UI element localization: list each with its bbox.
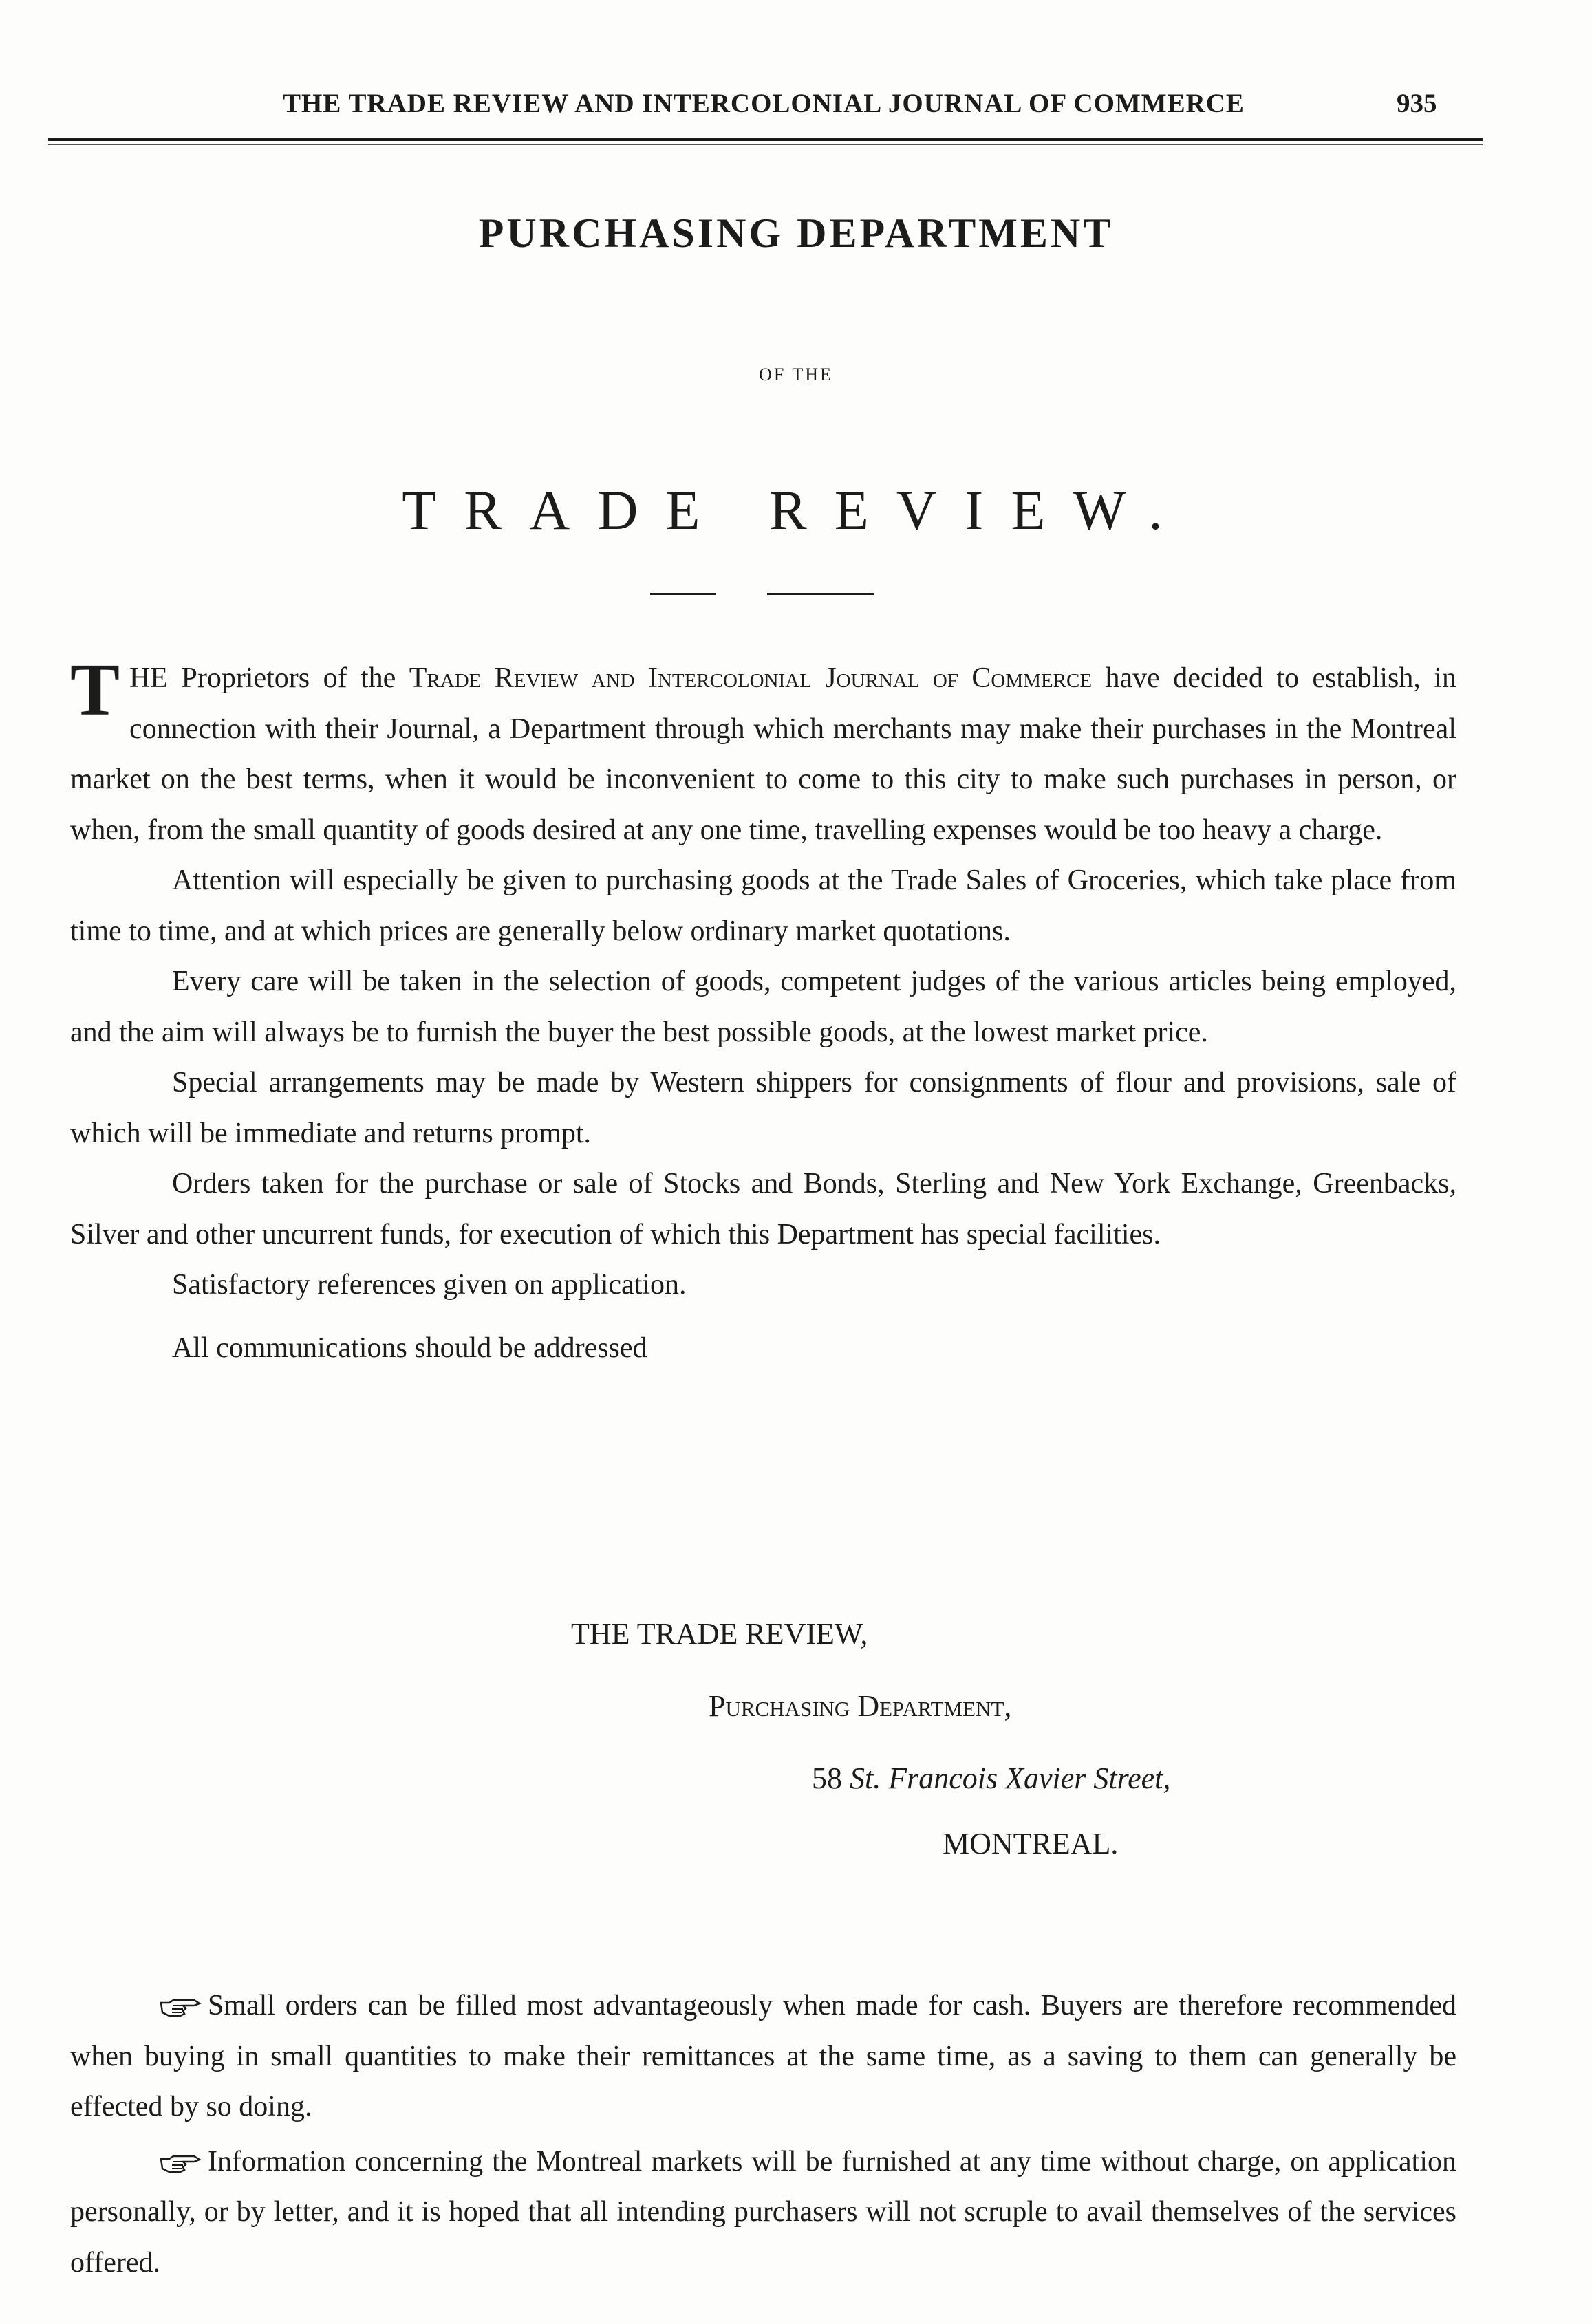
paragraph-intro-text-a: HE Proprietors of the [129,662,409,694]
notice-market-information [70,2137,1456,2289]
header-rule [48,138,1483,141]
paragraph-selection: Every care will be taken in the selection of goods, competent judges of the various articles being employed, and the aim will always be to furnish the buyer the best possible goods, at the lowest market price. [70,966,1456,1048]
address-city: MONTREAL. [943,1827,1119,1860]
paragraph-stocks: Orders taken for the purchase or sale of Stocks and Bonds, Sterling and New York Exchange, Greenbacks, Silver and other uncurrent funds, for execution of which this Department has special facilities. [70,1168,1456,1250]
department-title: PURCHASING DEPARTMENT [478,210,1114,256]
body-text [70,649,1456,1373]
title-of-the: OF THE [759,365,833,384]
address-department: Purchasing Department, [709,1689,1012,1723]
title-rule-left [650,593,716,595]
paragraph-intro [70,649,1456,856]
paragraph-address-intro: All communications should be addressed [172,1332,647,1364]
notice-cash-orders [70,1981,1456,2133]
address-street [812,1761,1170,1796]
paragraph-intro-text-b: have decided to establish, in connection with their Journal, a Department through which merchants may make their purchases in the Montreal market on the best terms, when it would be inconvenient to come to this city to make such purchases in person, or when, from the small quantity of goods desired at any one time, travelling expenses would be too heavy a charge. [70,662,1456,846]
paragraph-references: Satisfactory references given on application. [172,1269,687,1301]
paragraph-consignments: Special arrangements may be made by Western shippers for consignments of flour and provisions, sale of which will be immediate and returns prompt. [70,1067,1456,1149]
header-rule-thin [48,144,1483,145]
drop-cap: T [70,649,120,731]
paragraph-trade-sales: Attention will especially be given to purchasing goods at the Trade Sales of Groceries, which take place from time to time, and at which prices are generally below ordinary market quotations. [70,865,1456,947]
journal-name: Trade Review and Intercolonial Journal of Commerce [409,662,1093,694]
publication-title: TRADE REVIEW. [402,479,1190,541]
pointing-hand-icon [160,2153,202,2174]
notices [70,1981,1456,2292]
pointing-hand-icon [160,1997,202,2018]
address-street-number: 58 [812,1761,850,1795]
address-name: THE TRADE REVIEW, [571,1617,868,1651]
running-head: THE TRADE REVIEW AND INTERCOLONIAL JOURNAL OF COMMERCE [283,89,1245,118]
address-street-name: St. Francois Xavier Street, [850,1761,1171,1795]
notice-cash-orders-text: Small orders can be filled most advantageously when made for cash. Buyers are therefore recommended when buying in small quantities to make their remittances at the same time, as a saving to them can generally be effected by so doing. [70,1990,1456,2122]
page-number: 935 [1397,89,1437,118]
title-rule-right [767,593,874,595]
notice-market-information-text: Information concerning the Montreal markets will be furnished at any time without charge, on application personally, or by letter, and it is hoped that all intending purchasers will not scruple to avail themselves of the services offered. [70,2145,1456,2279]
